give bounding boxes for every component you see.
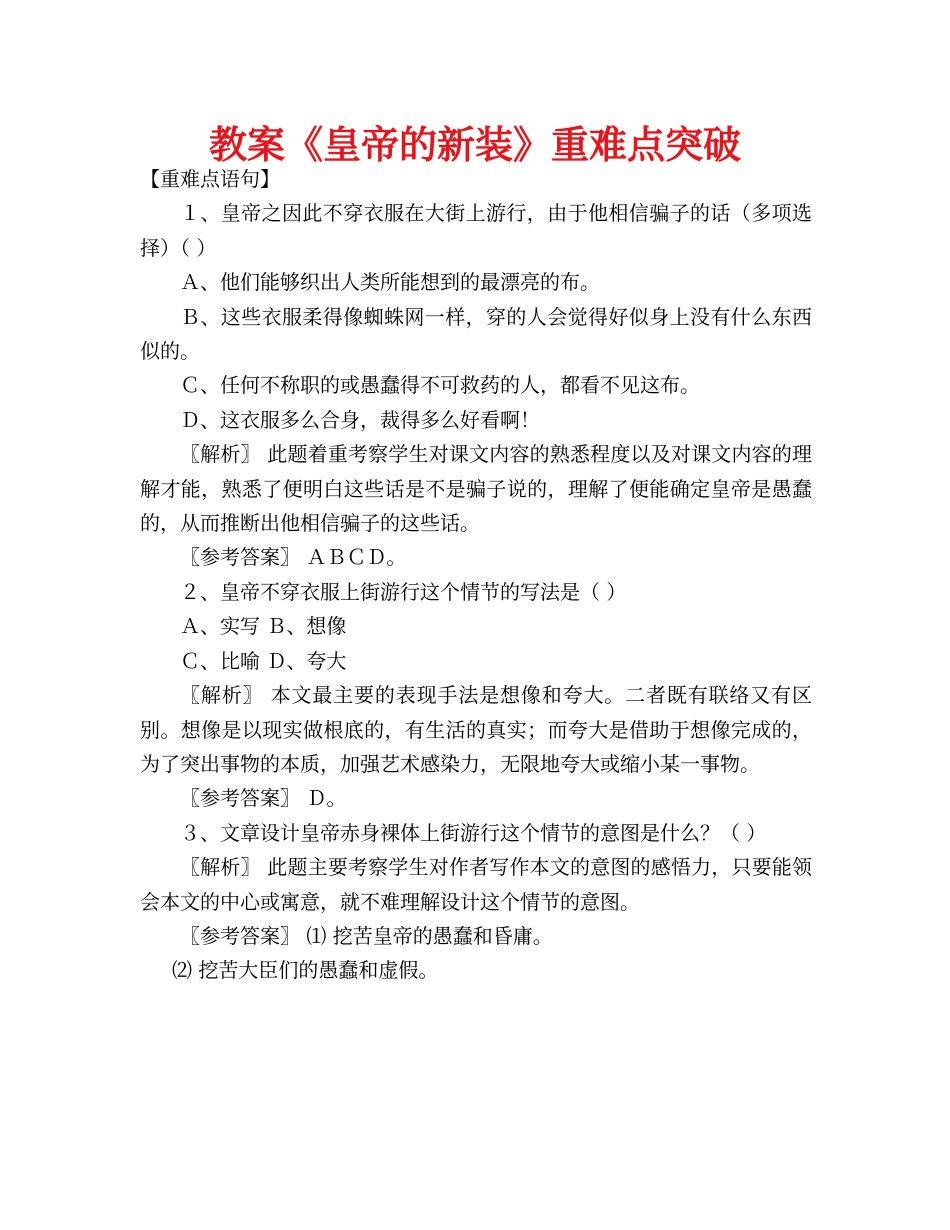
question-2: ２、皇帝不穿衣服上街游行这个情节的写法是（ ） [180,579,627,604]
question-1-option-b: Ｂ、这些衣服柔得像蜘蛛网一样，穿的人会觉得好似身上没有什么东西似的。 [140,304,812,364]
question-3-answer-1: 〖参考答案〗 ⑴ 挖苦皇帝的愚蠢和昏庸。 [180,923,553,948]
question-1-option-d: Ｄ、这衣服多么合身，裁得多么好看啊！ [180,407,540,432]
question-3: ３、文章设计皇帝赤身裸体上街游行这个情节的意图是什么？（ ） [180,820,767,845]
question-1-analysis: 〖解析〗 此题着重考察学生对课文内容的熟悉程度以及对课文内容的理解才能，熟悉了便明白这些话是不是骗子说的，理解了便能确定皇帝是愚蠢的，从而推断出他相信骗子的这些话。 [140,442,812,536]
question-1-option-c: Ｃ、任何不称职的或愚蠢得不可救药的人，都看不见这布。 [180,373,700,398]
question-2-options-ab: Ａ、实写 Ｂ、想像 [180,614,347,639]
question-2-options-cd: Ｃ、比喻 Ｄ、夸大 [180,648,347,673]
question-3-analysis: 〖解析〗 此题主要考察学生对作者写作本文的意图的感悟力，只要能领会本文的中心或寓意，就不难理解设计这个情节的意图。 [140,855,812,914]
question-1: １、皇帝之因此不穿衣服在大街上游行，由于他相信骗子的话（多项选择）（ ） [140,201,812,260]
question-2-analysis: 〖解析〗 本文最主要的表现手法是想像和夸大。二者既有联络又有区别。想像是以现实做根底的，有生活的真实；而夸大是借助于想像完成的，为了突出事物的本质，加强艺术感染力，无限地夸大或缩小某一事物。 [140,683,812,776]
document-title: 教案《皇帝的新装》重难点突破 [208,123,741,167]
document-body [140,162,812,988]
question-2-answer: 〖参考答案〗 Ｄ。 [180,786,347,811]
question-3-answer-2: ⑵ 挖苦大臣们的愚蠢和虚假。 [172,958,439,983]
question-1-answer: 〖参考答案〗 ＡＢＣＤ。 [180,545,407,570]
question-1-option-a: Ａ、他们能够织出人类所能想到的最漂亮的布。 [180,270,600,295]
section-heading: 【重难点语句】 [140,167,280,191]
